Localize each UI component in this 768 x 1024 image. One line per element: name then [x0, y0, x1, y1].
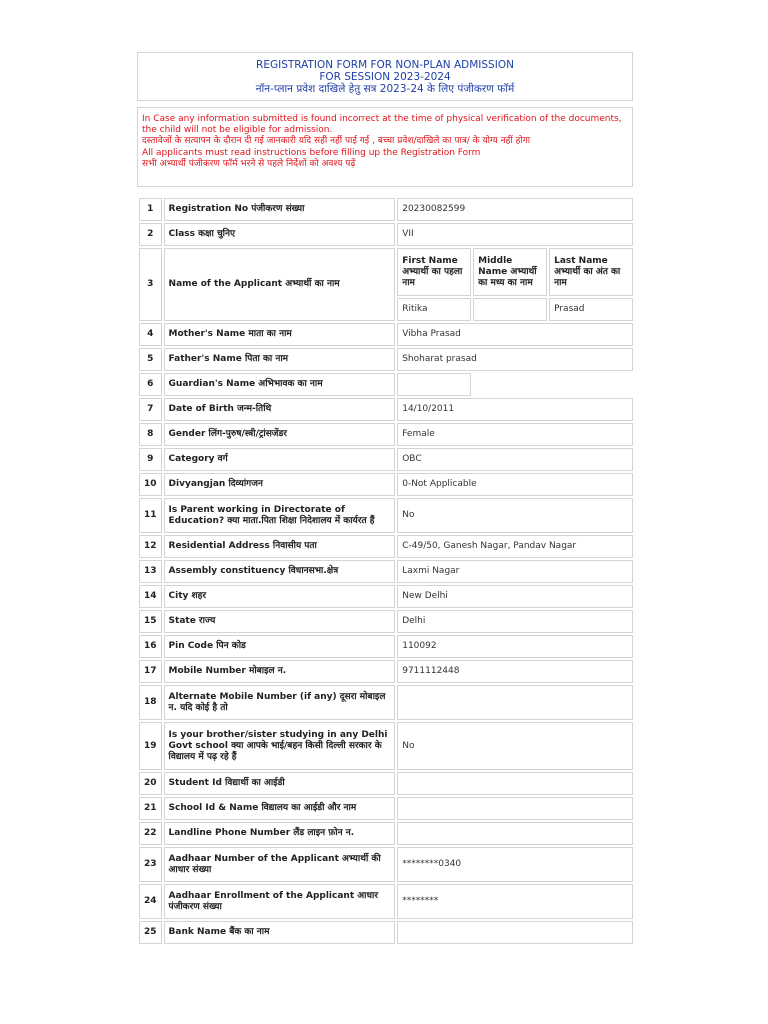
- row-number: 17: [139, 660, 162, 683]
- row-number: 25: [139, 921, 162, 944]
- row-number: 9: [139, 448, 162, 471]
- field-label: Student Id विद्यार्थी का आईडी: [164, 772, 396, 795]
- table-row: [139, 585, 633, 608]
- field-value: [397, 772, 633, 795]
- empty-cell: [473, 373, 633, 396]
- table-row: [139, 722, 633, 770]
- table-row: [139, 535, 633, 558]
- table-row: [139, 560, 633, 583]
- row-number: 3: [139, 248, 162, 321]
- field-value: [397, 822, 633, 845]
- field-label: Is Parent working in Directorate of Education? क्या माता.पिता शिक्षा निदेशालय में कार्यरत हैं: [164, 498, 396, 533]
- first-name-value: Ritika: [397, 298, 471, 321]
- table-row: [139, 884, 633, 919]
- field-value: New Delhi: [397, 585, 633, 608]
- field-value: 9711112448: [397, 660, 633, 683]
- field-value: C-49/50, Ganesh Nagar, Pandav Nagar: [397, 535, 633, 558]
- field-label: Guardian's Name अभिभावक का नाम: [164, 373, 396, 396]
- table-row: [139, 323, 633, 346]
- field-value: 0-Not Applicable: [397, 473, 633, 496]
- field-label: School Id & Name विद्यालय का आईडी और नाम: [164, 797, 396, 820]
- table-row: [139, 498, 633, 533]
- field-value: ********0340: [397, 847, 633, 882]
- row-number: 22: [139, 822, 162, 845]
- field-label: Name of the Applicant अभ्यार्थी का नाम: [164, 248, 396, 321]
- table-row: [139, 473, 633, 496]
- field-value: 110092: [397, 635, 633, 658]
- row-number: 16: [139, 635, 162, 658]
- notice-line: the child will not be eligible for admission.: [142, 125, 333, 136]
- form-sheet: [137, 52, 633, 187]
- first-name-header: First Name अभ्यार्थी का पहला नाम: [397, 248, 471, 296]
- table-row: [139, 348, 633, 371]
- table-row: [139, 248, 633, 296]
- field-label: Category वर्ग: [164, 448, 396, 471]
- table-row: [139, 610, 633, 633]
- field-value: [397, 797, 633, 820]
- field-value: [397, 921, 633, 944]
- field-label: Pin Code पिन कोड: [164, 635, 396, 658]
- table-row: [139, 398, 633, 421]
- row-number: 15: [139, 610, 162, 633]
- field-label: Aadhaar Number of the Applicant अभ्यार्थी की आधार संख्या: [164, 847, 396, 882]
- field-value: OBC: [397, 448, 633, 471]
- field-value: No: [397, 498, 633, 533]
- field-label: State राज्य: [164, 610, 396, 633]
- field-label: Alternate Mobile Number (if any) दूसरा मोबाइल न. यदि कोई है तो: [164, 685, 396, 720]
- form-header: [137, 52, 633, 101]
- row-number: 5: [139, 348, 162, 371]
- middle-name-header: Middle Name अभ्यार्थी का मध्य का नाम: [473, 248, 547, 296]
- row-number: 11: [139, 498, 162, 533]
- table-row: [139, 423, 633, 446]
- row-number: 14: [139, 585, 162, 608]
- field-value: 14/10/2011: [397, 398, 633, 421]
- field-value: No: [397, 722, 633, 770]
- field-value: Female: [397, 423, 633, 446]
- session-line: FOR SESSION 2023-2024: [319, 71, 451, 83]
- row-number: 20: [139, 772, 162, 795]
- field-label: Registration No पंजीकरण संख्या: [164, 198, 396, 221]
- table-row: [139, 685, 633, 720]
- form-title-english: REGISTRATION FORM FOR NON-PLAN ADMISSION: [256, 59, 514, 71]
- notice-line: सभी अभ्यार्थी पंजीकरण फॉर्म भरने से पहले निर्देशों को अवश्य पढ़ें: [142, 158, 356, 169]
- row-number: 1: [139, 198, 162, 221]
- row-number: 8: [139, 423, 162, 446]
- field-value: Shoharat prasad: [397, 348, 633, 371]
- table-row: [139, 772, 633, 795]
- table-row: [139, 921, 633, 944]
- row-number: 12: [139, 535, 162, 558]
- field-value: ********: [397, 884, 633, 919]
- field-value: [397, 373, 471, 396]
- table-row: [139, 797, 633, 820]
- table-row: [139, 373, 633, 396]
- table-row: [139, 223, 633, 246]
- table-row: [139, 660, 633, 683]
- row-number: 2: [139, 223, 162, 246]
- row-number: 18: [139, 685, 162, 720]
- row-number: 13: [139, 560, 162, 583]
- field-label: Aadhaar Enrollment of the Applicant आधार पंजीकरण संख्या: [164, 884, 396, 919]
- row-number: 19: [139, 722, 162, 770]
- row-number: 23: [139, 847, 162, 882]
- field-label: Class कक्षा चुनिए: [164, 223, 396, 246]
- notice-line: In Case any information submitted is found incorrect at the time of physical verification of the documents,: [142, 114, 622, 124]
- last-name-value: Prasad: [549, 298, 633, 321]
- field-label: Mobile Number मोबाइल न.: [164, 660, 396, 683]
- field-label: Assembly constituency विधानसभा.क्षेत्र: [164, 560, 396, 583]
- field-label: Residential Address निवासीय पता: [164, 535, 396, 558]
- table-row: [139, 198, 633, 221]
- field-label: Date of Birth जन्म-तिथि: [164, 398, 396, 421]
- last-name-header: Last Name अभ्यार्थी का अंत का नाम: [549, 248, 633, 296]
- field-value: Vibha Prasad: [397, 323, 633, 346]
- field-label: Father's Name पिता का नाम: [164, 348, 396, 371]
- field-value: [397, 685, 633, 720]
- field-value: 20230082599: [397, 198, 633, 221]
- registration-table: [137, 196, 635, 946]
- row-number: 6: [139, 373, 162, 396]
- table-row: [139, 822, 633, 845]
- row-number: 24: [139, 884, 162, 919]
- field-label: Is your brother/sister studying in any Delhi Govt school क्या आपके भाई/बहन किसी दिल्ली सरकार के विद्यालय में पढ़ रहे हैं: [164, 722, 396, 770]
- row-number: 7: [139, 398, 162, 421]
- notice-line: All applicants must read instructions before filling up the Registration Form: [142, 147, 481, 158]
- row-number: 10: [139, 473, 162, 496]
- form-title-hindi: नॉन-प्लान प्रवेश दाखिले हेतु सत्र 2023-24 के लिए पंजीकरण फॉर्म: [255, 83, 515, 95]
- field-label: City शहर: [164, 585, 396, 608]
- field-value: Laxmi Nagar: [397, 560, 633, 583]
- table-row: [139, 847, 633, 882]
- field-value: Delhi: [397, 610, 633, 633]
- field-label: Mother's Name माता का नाम: [164, 323, 396, 346]
- field-label: Bank Name बैंक का नाम: [164, 921, 396, 944]
- middle-name-value: [473, 298, 547, 321]
- field-label: Divyangjan दिव्यांगजन: [164, 473, 396, 496]
- field-label: Landline Phone Number लैंड लाइन फ़ोन न.: [164, 822, 396, 845]
- row-number: 21: [139, 797, 162, 820]
- field-label: Gender लिंग-पुरुष/स्त्री/ट्रांसजेंडर: [164, 423, 396, 446]
- row-number: 4: [139, 323, 162, 346]
- warning-notice: [137, 107, 633, 187]
- table-row: [139, 635, 633, 658]
- notice-line: दस्तावेजों के सत्यापन के दौरान दी गई जानकारी यदि सही नहीं पाई गई , बच्चा प्रवेश/दाखिले का पात्र/ के योग्य नहीं होगा: [142, 136, 531, 147]
- field-value: VII: [397, 223, 633, 246]
- table-row: [139, 448, 633, 471]
